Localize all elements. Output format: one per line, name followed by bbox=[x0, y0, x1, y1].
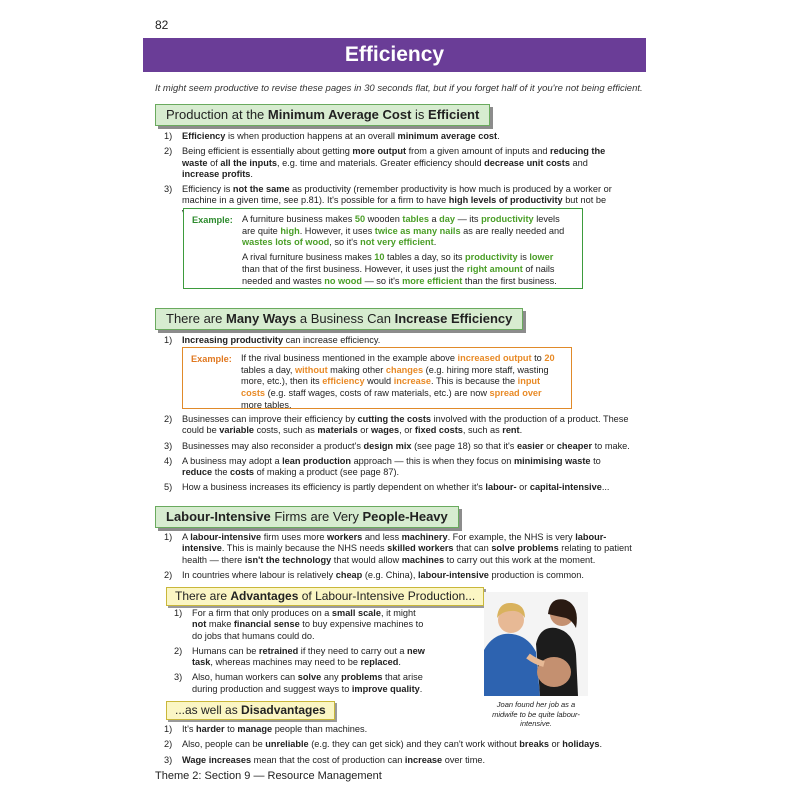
example-label: Example: bbox=[192, 215, 233, 225]
example-box-furniture bbox=[183, 208, 583, 289]
example-paragraph: A rival furniture business makes 10 tables a day, so its productivity is lower than that of the first business. However, it uses just the right amount of nails needed and wastes no wood — so it's more efficient than the first business. bbox=[242, 252, 557, 286]
list-item: 2) Being efficient is essentially about getting more output from a given amount of inputs and reducing the waste of all the inputs, e.g. time and materials. Greater efficiency should decrease unit costs and increase profits. bbox=[164, 146, 606, 179]
list-item: 2) In countries where labour is relatively cheap (e.g. China), labour-intensive production is common. bbox=[164, 569, 584, 580]
midwife-photo bbox=[484, 592, 588, 696]
disadvantages-list bbox=[155, 724, 633, 770]
page-title: Efficiency bbox=[143, 38, 646, 72]
list-item: 4) A business may adopt a lean production approach — this is when they focus on minimising waste to reduce the costs of making a product (see page 87). bbox=[164, 455, 601, 478]
list-item: 1) A labour-intensive firm uses more workers and less machinery. For example, the NHS is very labour-intensive. This is mainly because the NHS needs skilled workers that can solve problems relating to patient health — there isn't the technology that would allow machines to carry out this work at the moment. bbox=[164, 532, 632, 565]
example-label: Example: bbox=[191, 354, 232, 364]
midwife-illustration bbox=[484, 592, 588, 696]
example-paragraph: A furniture business makes 50 wooden tables a day — its productivity levels are quite high. However, it uses twice as many nails as are really needed and wastes lots of wood, so it's not very efficient. bbox=[242, 214, 565, 248]
list-item: 5) How a business increases its efficiency is partly dependent on whether it's labour- or capital-intensive... bbox=[164, 482, 610, 493]
list-item: 1) Efficiency is when production happens at an overall minimum average cost. bbox=[164, 131, 500, 141]
list-item: 2) Also, people can be unreliable (e.g. they can get sick) and they can't work without breaks or holidays. bbox=[164, 739, 603, 750]
list-item: 3) Efficiency is not the same as productivity (remember productivity is how much is produced by a worker or machine in a given time, see p.81). It's possible for a firm to have high levels of productivity but not be bbox=[164, 184, 612, 206]
photo-caption: Joan found her job as a midwife to be quite labour-intensive. bbox=[492, 700, 580, 728]
page-number: 82 bbox=[155, 18, 169, 32]
intro-text: It might seem productive to revise these pages in 30 seconds flat, but if you forget half of it you're not being efficient. bbox=[155, 83, 643, 94]
section-heading-labour-intensive: Labour-Intensive Firms are Very People-Heavy bbox=[155, 506, 459, 528]
section-heading-increase-efficiency: There are Many Ways a Business Can Increase Efficiency bbox=[155, 308, 523, 330]
footer-section-label: Theme 2: Section 9 — Resource Management bbox=[155, 770, 382, 782]
list-item: 1) For a firm that only produces on a small scale, it might not make financial sense to buy expensive machines to do jobs that humans could do. bbox=[174, 608, 424, 641]
list-item: 1) Increasing productivity can increase efficiency. bbox=[164, 335, 381, 345]
advantages-heading: There are Advantages of Labour-Intensive Production... bbox=[166, 587, 484, 606]
increase-efficiency-list-b bbox=[155, 414, 633, 498]
advantages-list bbox=[165, 608, 430, 699]
section-heading-minimum-cost: Production at the Minimum Average Cost is Efficient bbox=[155, 104, 490, 126]
list-item: 3) Also, human workers can solve any problems that arise during production and suggest ways to improve quality. bbox=[174, 672, 423, 694]
list-item: 1) It's harder to manage people than machines. bbox=[164, 724, 368, 734]
list-item: 2) Businesses can improve their efficiency by cutting the costs involved with the production of a product. These could be variable costs, such as materials or wages, or fixed costs, such as rent. bbox=[164, 414, 629, 436]
labour-intensive-list bbox=[155, 532, 633, 585]
disadvantages-heading: ...as well as Disadvantages bbox=[166, 701, 335, 720]
example-paragraph: If the rival business mentioned in the example above increased output to 20 tables a day, without making other changes (e.g. hiring more staff, wasting more, etc.), then its efficiency would increase. This is because the input costs (e.g. staff wages, costs of raw materials, etc.) are now spread over more tables. bbox=[241, 353, 555, 410]
list-item: 2) Humans can be retrained if they need to carry out a new task, whereas machines may need to be replaced. bbox=[174, 645, 425, 668]
list-item: 3) Businesses may also reconsider a product's design mix (see page 18) so that it's easier or cheaper to make. bbox=[164, 440, 630, 451]
list-item: 3) Wage increases mean that the cost of production can increase over time. bbox=[164, 754, 486, 765]
example-box-rival bbox=[182, 347, 572, 409]
